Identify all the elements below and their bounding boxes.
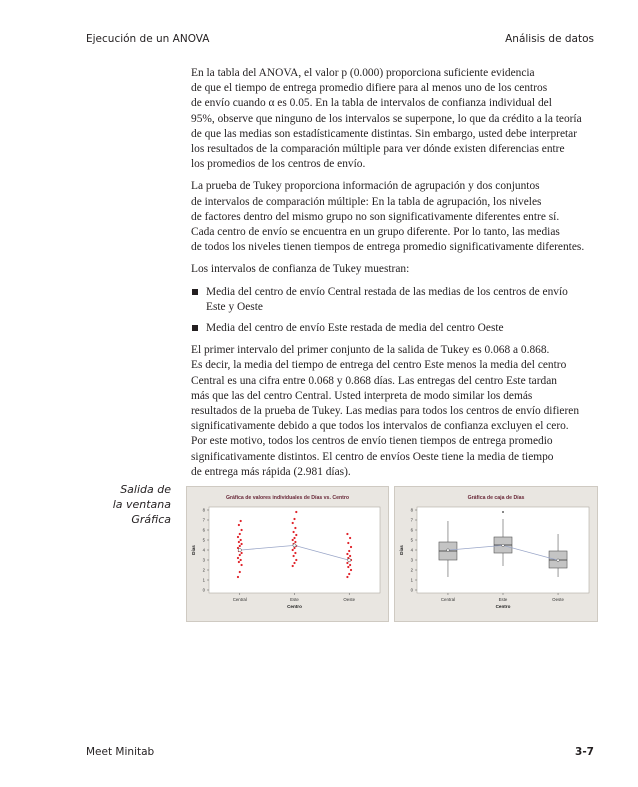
y-tick-label: 5 — [410, 537, 413, 543]
data-point — [239, 571, 241, 573]
bullet-item — [191, 285, 596, 315]
data-point — [292, 549, 294, 551]
text-line: 95%, observe que ninguno de los intervalos se superpone, lo que da crédito a la teoría — [191, 112, 582, 125]
bullet-square-icon — [192, 289, 198, 295]
y-tick-label: 5 — [202, 537, 205, 543]
text-line: los promedios de los centros de envío. — [191, 158, 366, 171]
text-line: de que las medias son estadísticamente distintas. Sin embargo, usted debe interpretar — [191, 127, 578, 140]
data-point — [293, 518, 295, 520]
page-number: 3-7 — [575, 746, 594, 758]
data-point — [348, 573, 350, 575]
y-tick-label: 3 — [202, 557, 205, 563]
x-tick-label: Oeste — [552, 597, 564, 602]
mean-symbol — [447, 549, 450, 552]
text-line: Media del centro de envío Central restada de las medias de los centros de envío — [206, 285, 568, 298]
y-tick-label: 4 — [202, 547, 205, 553]
data-point — [295, 511, 297, 513]
data-point — [237, 557, 239, 559]
sidebar-caption-line: Gráfica — [131, 513, 171, 526]
data-point — [347, 542, 349, 544]
data-point — [349, 555, 351, 557]
boxplot-panel — [394, 486, 598, 622]
sidebar-caption — [86, 482, 171, 527]
y-tick-label: 2 — [202, 567, 205, 573]
mean-symbol — [502, 544, 505, 547]
data-point — [346, 533, 348, 535]
outlier-point — [502, 511, 504, 513]
data-point — [238, 524, 240, 526]
data-point — [294, 552, 296, 554]
text-line: Por este motivo, todos los centros de envío tienen tiempos de entrega promedio — [191, 435, 553, 448]
data-point — [237, 536, 239, 538]
data-point — [350, 546, 352, 548]
x-axis-label: Centro — [495, 604, 511, 609]
chart-title: Gráfica de valores individuales de Días vs. Centro — [225, 495, 350, 501]
text-line: Cada centro de envío se encuentra en un grupo diferente. Por lo tanto, las medias — [191, 226, 560, 239]
data-point — [293, 531, 295, 533]
data-point — [292, 522, 294, 524]
paragraph-tukey-intervals-intro — [191, 262, 596, 277]
y-tick-label: 3 — [410, 557, 413, 563]
data-point — [295, 534, 297, 536]
data-point — [348, 550, 350, 552]
data-point — [292, 565, 294, 567]
x-tick-label: Central — [232, 597, 247, 602]
data-point — [240, 529, 242, 531]
x-tick-label: Este — [290, 597, 299, 602]
data-point — [237, 576, 239, 578]
text-line: Media del centro de envío Este restada de media del centro Oeste — [206, 322, 504, 335]
text-line: los resultados de la comparación múltiple para ver dónde existen diferencias entre — [191, 143, 565, 156]
data-point — [238, 541, 240, 543]
text-line: de que el tiempo de entrega promedio difiere para al menos uno de los centros — [191, 82, 548, 95]
body-text — [191, 66, 596, 487]
text-line: En la tabla del ANOVA, el valor p (0.000) proporciona suficiente evidencia — [191, 67, 535, 79]
data-point — [346, 576, 348, 578]
data-point — [294, 527, 296, 529]
text-line: Es decir, la media del tiempo de entrega del centro Este menos la media del centro — [191, 359, 567, 372]
data-point — [239, 554, 241, 556]
y-tick-label: 0 — [410, 587, 413, 593]
text-line: La prueba de Tukey proporciona información de agrupación y dos conjuntos — [191, 180, 540, 193]
y-tick-label: 6 — [202, 527, 205, 533]
text-line: significativamente debido a que todos los intervalos de confianza excluyen el cero. — [191, 420, 569, 433]
data-point — [349, 537, 351, 539]
paragraph-tukey-grouping — [191, 179, 596, 255]
sidebar-caption-line: Salida de — [120, 483, 171, 496]
data-point — [240, 564, 242, 566]
text-line: más que las del centro Central. Usted interpreta de modo similar los demás — [191, 389, 533, 402]
x-axis-label: Centro — [287, 604, 302, 609]
text-line: de factores dentro del mismo grupo no son significativamente diferentes entre sí. — [191, 210, 560, 223]
y-tick-label: 4 — [410, 547, 413, 553]
data-point — [346, 553, 348, 555]
individual-value-plot — [187, 487, 388, 621]
mean-symbol — [293, 544, 296, 547]
text-line: resultados de la prueba de Tukey. Las medias para todos los centros de envío difieren — [191, 405, 580, 418]
paragraph-anova-interpretation — [191, 66, 596, 172]
text-line: de intervalos de comparación múltiple: En la tabla de agrupación, los niveles — [191, 195, 542, 208]
data-point — [240, 543, 242, 545]
data-point — [238, 561, 240, 563]
data-point — [346, 562, 348, 564]
data-point — [349, 564, 351, 566]
running-header-left: Ejecución de un ANOVA — [86, 33, 210, 45]
data-point — [240, 559, 242, 561]
mean-symbol — [238, 549, 241, 552]
data-point — [293, 562, 295, 564]
individual-value-plot-panel — [186, 486, 389, 622]
data-point — [239, 545, 241, 547]
y-tick-label: 1 — [202, 577, 205, 583]
text-line: Los intervalos de confianza de Tukey muestran: — [191, 263, 410, 276]
y-tick-label: 8 — [202, 507, 205, 513]
y-tick-label: 0 — [202, 587, 205, 593]
sidebar-caption-line: la ventana — [112, 498, 171, 511]
x-tick-label: Oeste — [343, 597, 356, 602]
footer-book-title: Meet Minitab — [86, 746, 155, 758]
x-tick-label: Este — [498, 597, 508, 602]
paragraph-tukey-results — [191, 343, 596, 480]
data-point — [295, 559, 297, 561]
data-point — [293, 555, 295, 557]
data-point — [240, 520, 242, 522]
tukey-intervals-list — [191, 285, 596, 337]
data-point — [292, 539, 294, 541]
text-line: de entrega más rápida (2.981 días). — [191, 465, 351, 478]
bullet-item — [191, 321, 596, 336]
mean-symbol — [348, 559, 351, 562]
mean-symbol — [557, 559, 560, 562]
data-point — [239, 533, 241, 535]
data-point — [347, 566, 349, 568]
text-line: de envío cuando α es 0.05. En la tabla de intervalos de confianza individual del — [191, 97, 552, 110]
y-tick-label: 7 — [410, 517, 413, 523]
y-tick-label: 7 — [202, 517, 205, 523]
text-line: de todos los niveles tienen tiempos de entrega promedio significativamente diferentes. — [191, 241, 585, 254]
y-axis-label: Días — [399, 545, 404, 555]
text-line: El primer intervalo del primer conjunto de la salida de Tukey es 0.068 a 0.868. — [191, 344, 550, 357]
data-point — [240, 539, 242, 541]
y-tick-label: 6 — [410, 527, 413, 533]
text-line: significativamente distintos. El centro de envíos Oeste tiene la media de tiempo — [191, 450, 554, 463]
running-header-right: Análisis de datos — [505, 33, 594, 45]
data-point — [294, 541, 296, 543]
boxplot-chart — [395, 487, 597, 621]
text-line: Central es una cifra entre 0.068 y 0.868 días. Las entregas del centro Este tardan — [191, 374, 557, 387]
y-tick-label: 2 — [410, 567, 413, 573]
chart-title: Gráfica de caja de Días — [467, 495, 525, 501]
x-tick-label: Central — [440, 597, 456, 602]
y-tick-label: 1 — [410, 577, 413, 583]
data-point — [350, 569, 352, 571]
bullet-square-icon — [192, 325, 198, 331]
data-point — [293, 537, 295, 539]
y-axis-label: Días — [191, 545, 196, 555]
data-point — [240, 552, 242, 554]
y-tick-label: 8 — [410, 507, 413, 513]
text-line: Este y Oeste — [206, 300, 263, 313]
